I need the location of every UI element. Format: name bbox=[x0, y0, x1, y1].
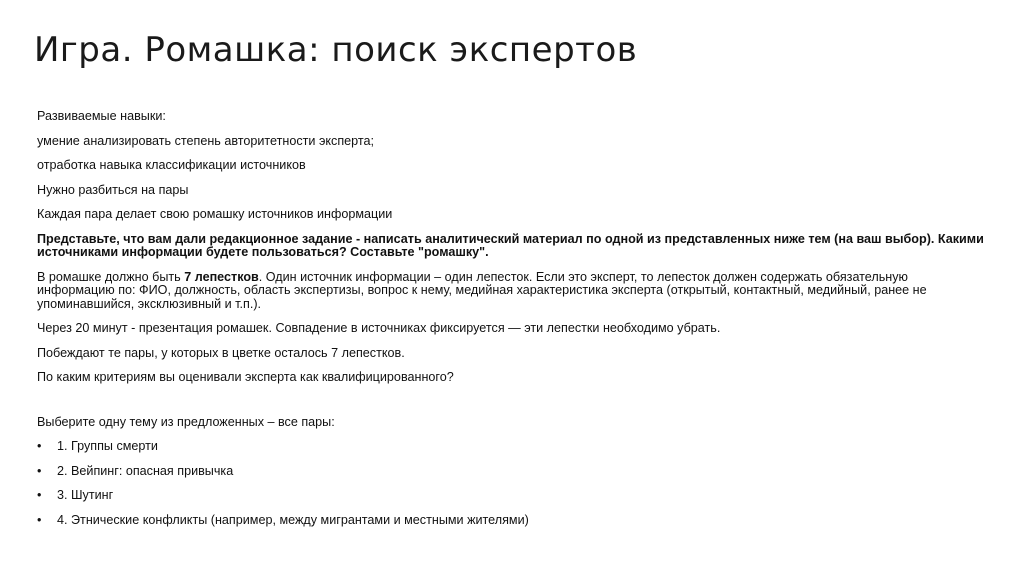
each-pair-instruction: Каждая пара делает свою ромашку источников информации bbox=[37, 207, 393, 221]
topic-label: 4. Этнические конфликты (например, между мигрантами и местными жителями) bbox=[57, 512, 529, 527]
choose-topic-instruction: Выберите одну тему из предложенных – все пары: bbox=[37, 414, 335, 429]
winners-rule: Побеждают те пары, у которых в цветке осталось 7 лепестков. bbox=[37, 345, 405, 360]
bullet-icon: • bbox=[37, 439, 42, 453]
skills-heading: Развиваемые навыки: bbox=[37, 109, 166, 123]
topic-label: 1. Группы смерти bbox=[57, 439, 158, 453]
topic-label: 3. Шутинг bbox=[57, 488, 114, 502]
task-instruction: Представьте, что вам дали редакционное задание - написать аналитический материал по одной из представленных ниже тем (на ваш выбор). Какими источниками информации будете пользоваться? Составьте "ромашку". bbox=[37, 231, 984, 259]
bullet-icon: • bbox=[37, 463, 42, 478]
petals-rest: . Один источник информации – один лепесток. Если это эксперт, то лепесток должен содержать обязательную информацию по: ФИО, должность, область экспертизы, вопрос к нему, медийная характеристика эксперта (открытый, контактный, медийный, ранее не упоминавшийся, эксклюзивный и т.п.). bbox=[37, 269, 927, 311]
bullet-icon: • bbox=[37, 488, 42, 502]
topic-item bbox=[37, 465, 987, 479]
slide-body bbox=[37, 110, 987, 527]
slide-title: Игра. Ромашка: поиск экспертов bbox=[34, 30, 638, 70]
skill-analyze-authority: умение анализировать степень авторитетности эксперта; bbox=[37, 133, 375, 148]
petals-intro: В ромашке должно быть bbox=[37, 269, 185, 284]
petals-instruction bbox=[37, 271, 987, 312]
criteria-question: По каким критериям вы оценивали эксперта как квалифицированного? bbox=[37, 370, 454, 384]
topic-label: 2. Вейпинг: опасная привычка bbox=[57, 463, 234, 478]
pairs-instruction: Нужно разбиться на пары bbox=[37, 182, 189, 197]
topic-item bbox=[37, 489, 987, 503]
skill-classify-sources: отработка навыка классификации источников bbox=[37, 158, 306, 172]
topic-item bbox=[37, 440, 987, 454]
petals-count: 7 лепестков bbox=[184, 269, 259, 284]
presentation-instruction: Через 20 минут - презентация ромашек. Совпадение в источниках фиксируется — эти лепестки необходимо убрать. bbox=[37, 321, 721, 335]
bullet-icon: • bbox=[37, 512, 42, 527]
topic-list bbox=[37, 440, 987, 527]
topic-item bbox=[37, 514, 987, 528]
